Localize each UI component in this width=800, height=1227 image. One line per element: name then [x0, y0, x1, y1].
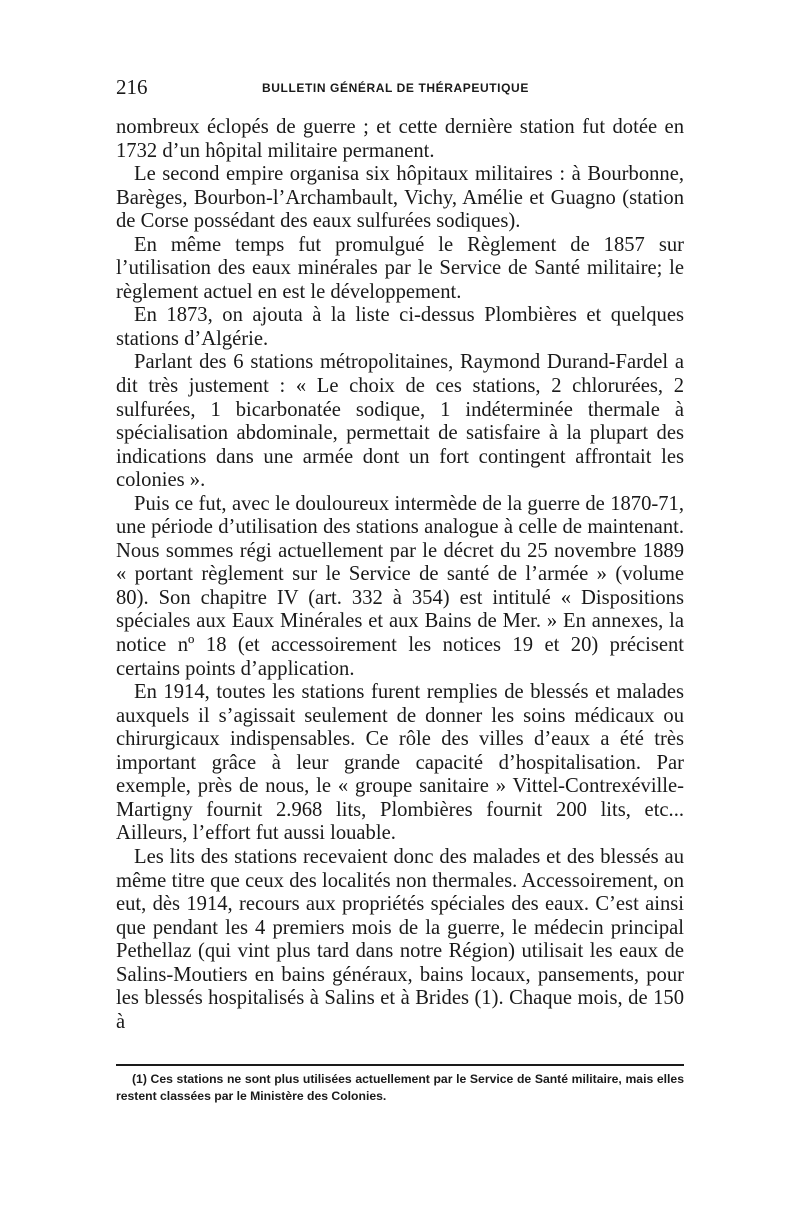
running-title: BULLETIN GÉNÉRAL DE THÉRAPEUTIQUE [262, 81, 529, 95]
paragraph: Les lits des stations recevaient donc des malades et des blessés au même titre que ceux des localités non thermales. Accessoirement, on eut, dès 1914, recours aux propriétés spéciales des eaux. C’est ainsi que pendant les 4 premiers mois de la guerre, le médecin principal Pethellaz (qui vint plus tard dans notre Région) utilisait les eaux de Salins-Moutiers en bains généraux, bains locaux, pansements, pour les blessés hospitalisés à Salins et à Brides (1). Chaque mois, de 150 à [116, 845, 684, 1033]
page-number: 216 [116, 75, 148, 99]
paragraph: Parlant des 6 stations métropolitaines, Raymond Durand-Fardel a dit très justement : « Le choix de ces stations, 2 chlorurées, 2 sulfurées, 1 bicarbonatée sodique, 1 indéterminée thermale à spécialisation abdominale, permettait de satisfaire à la plupart des indications dans une armée dont un fort contingent affrontait les colonies ». [116, 351, 684, 492]
running-head [116, 72, 696, 102]
paragraph: En 1873, on ajouta à la liste ci-dessus Plombières et quelques stations d’Algérie. [116, 304, 684, 350]
footnote-divider [116, 1064, 684, 1066]
paragraph: Puis ce fut, avec le douloureux intermède de la guerre de 1870-71, une période d’utilisation des stations analogue à celle de maintenant. Nous sommes régi actuellement par le décret du 25 novembre 1889 « portant règlement sur le Service de santé de l’armée » (volume 80). Son chapitre IV (art. 332 à 354) est intitulé « Dispositions spéciales aux Eaux Minérales et aux Bains de Mer. » En annexes, la notice nº 18 (et accessoirement les notices 19 et 20) précisent certains points d’application. [116, 492, 684, 680]
paragraph: Le second empire organisa six hôpitaux militaires : à Bourbonne, Barèges, Bourbon-l’Archambault, Vichy, Amélie et Guagno (station de Corse possédant des eaux sulfurées sodiques). [116, 163, 684, 233]
body-text [116, 116, 684, 1034]
footnote: (1) Ces stations ne sont plus utilisées actuellement par le Service de Santé militaire, mais elles restent classées par le Ministère des Colonies. [116, 1072, 684, 1103]
paragraph: nombreux éclopés de guerre ; et cette dernière station fut dotée en 1732 d’un hôpital militaire permanent. [116, 116, 684, 162]
paragraph: En même temps fut promulgué le Règlement de 1857 sur l’utilisation des eaux minérales par le Service de Santé militaire; le règlement actuel en est le développement. [116, 233, 684, 303]
paragraph: En 1914, toutes les stations furent remplies de blessés et malades auxquels il s’agissait seulement de donner les soins médicaux ou chirurgicaux indispensables. Ce rôle des villes d’eaux a été très important grâce à leur grande capacité d’hospitalisation. Par exemple, près de nous, le « groupe sanitaire » Vittel-Contrexéville-Martigny fournit 2.968 lits, Plombières fournit 200 lits, etc... Ailleurs, l’effort fut aussi louable. [116, 681, 684, 845]
